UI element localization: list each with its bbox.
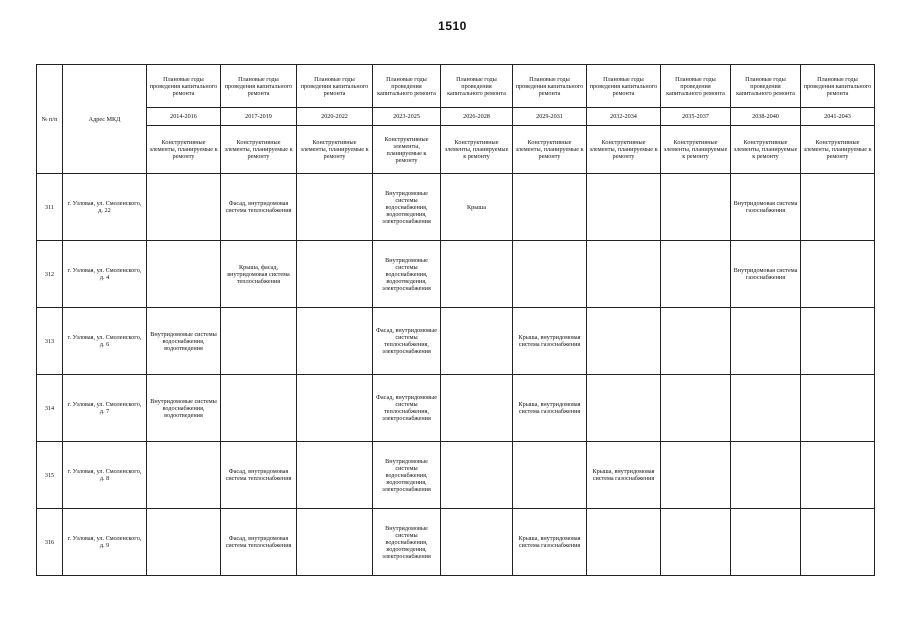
- table-row: [37, 241, 875, 308]
- row-cell: [801, 442, 875, 509]
- row-cell: [661, 241, 731, 308]
- row-number: 313: [37, 308, 63, 375]
- row-cell: Внутридомовые системы водоснабжения, водоотведения, электроснабжения: [373, 442, 441, 509]
- row-cell: [661, 509, 731, 576]
- header-planned-years: Плановые годы проведения капитального ремонта: [147, 65, 221, 108]
- row-cell: Фасад, внутридомовые системы теплоснабжения, электроснабжения: [373, 375, 441, 442]
- row-cell: [221, 308, 297, 375]
- row-cell: [587, 509, 661, 576]
- header-planned-years: Плановые годы проведения капитального ремонта: [221, 65, 297, 108]
- row-cell: [441, 509, 513, 576]
- row-cell: Внутридомовая система газоснабжения: [731, 174, 801, 241]
- header-period: 2023-2025: [373, 108, 441, 126]
- header-planned-years: Плановые годы проведения капитального ремонта: [731, 65, 801, 108]
- header-planned-years: Плановые годы проведения капитального ремонта: [801, 65, 875, 108]
- header-address: Адрес МКД: [63, 65, 147, 174]
- header-period: 2032-2034: [587, 108, 661, 126]
- row-cell: [661, 375, 731, 442]
- row-cell: [297, 241, 373, 308]
- row-cell: [221, 375, 297, 442]
- row-cell: Внутридомовые системы водоснабжения, водоотведения: [147, 375, 221, 442]
- row-number: 312: [37, 241, 63, 308]
- header-elements: Конструктивные элементы, планируемые к ремонту: [801, 126, 875, 174]
- row-cell: [731, 442, 801, 509]
- row-cell: [441, 308, 513, 375]
- row-cell: [147, 509, 221, 576]
- row-cell: [147, 241, 221, 308]
- header-elements: Конструктивные элементы, планируемые к ремонту: [221, 126, 297, 174]
- row-number: 314: [37, 375, 63, 442]
- row-cell: [801, 509, 875, 576]
- row-cell: [587, 308, 661, 375]
- header-planned-years: Плановые годы проведения капитального ремонта: [373, 65, 441, 108]
- header-elements: Конструктивные элементы, планируемые к ремонту: [441, 126, 513, 174]
- row-cell: Крыша, внутридомовая система газоснабжения: [587, 442, 661, 509]
- row-cell: Внутридомовые системы водоснабжения, водоотведения: [147, 308, 221, 375]
- row-cell: [441, 241, 513, 308]
- header-planned-years: Плановые годы проведения капитального ремонта: [441, 65, 513, 108]
- row-cell: [801, 174, 875, 241]
- row-cell: [147, 174, 221, 241]
- header-period: 2029-2031: [513, 108, 587, 126]
- header-elements: Конструктивные элементы, планируемые к ремонту: [587, 126, 661, 174]
- row-number: 315: [37, 442, 63, 509]
- row-cell: Внутридомовые системы водоснабжения, водоотведения, электроснабжения: [373, 241, 441, 308]
- row-cell: [297, 442, 373, 509]
- table-row: [37, 442, 875, 509]
- header-planned-years: Плановые годы проведения капитального ремонта: [661, 65, 731, 108]
- header-elements: Конструктивные элементы, планируемые к ремонту: [513, 126, 587, 174]
- page-number: 1510: [438, 19, 467, 33]
- row-cell: [297, 375, 373, 442]
- row-cell: [587, 375, 661, 442]
- table-row: [37, 308, 875, 375]
- row-address: г. Узловая, ул. Смоленского, д. 4: [63, 241, 147, 308]
- header-period: 2017-2019: [221, 108, 297, 126]
- row-cell: [661, 442, 731, 509]
- row-address: г. Узловая, ул. Смоленского, д. 9: [63, 509, 147, 576]
- header-period: 2014-2016: [147, 108, 221, 126]
- row-cell: [731, 509, 801, 576]
- row-cell: Крыша: [441, 174, 513, 241]
- header-planned-years: Плановые годы проведения капитального ремонта: [513, 65, 587, 108]
- row-address: г. Узловая, ул. Смоленского, д. 7: [63, 375, 147, 442]
- row-cell: [801, 241, 875, 308]
- row-number: 311: [37, 174, 63, 241]
- header-elements: Конструктивные элементы, планируемые к ремонту: [373, 126, 441, 174]
- row-address: г. Узловая, ул. Смоленского, д. 8: [63, 442, 147, 509]
- row-cell: [297, 509, 373, 576]
- row-cell: Крыша, фасад, внутридомовая система теплоснабжения: [221, 241, 297, 308]
- row-cell: Фасад, внутридомовая система теплоснабжения: [221, 509, 297, 576]
- header-planned-years: Плановые годы проведения капитального ремонта: [297, 65, 373, 108]
- table-row: [37, 375, 875, 442]
- row-cell: [513, 174, 587, 241]
- row-address: г. Узловая, ул. Смоленского, д. 6: [63, 308, 147, 375]
- table-row: [37, 509, 875, 576]
- row-cell: Крыша, внутридомовая система газоснабжения: [513, 509, 587, 576]
- row-cell: [661, 174, 731, 241]
- repair-schedule-table: [36, 64, 875, 576]
- row-cell: [587, 174, 661, 241]
- row-cell: Внутридомовые системы водоснабжения, водоотведения, электроснабжения: [373, 509, 441, 576]
- row-cell: [513, 241, 587, 308]
- header-num: № п/п: [37, 65, 63, 174]
- header-period: 2026-2028: [441, 108, 513, 126]
- row-cell: Внутридомовая система газоснабжения: [731, 241, 801, 308]
- row-cell: [801, 375, 875, 442]
- row-cell: [441, 442, 513, 509]
- row-cell: [147, 442, 221, 509]
- header-planned-years: Плановые годы проведения капитального ремонта: [587, 65, 661, 108]
- row-cell: [731, 308, 801, 375]
- row-number: 316: [37, 509, 63, 576]
- row-cell: [513, 442, 587, 509]
- header-elements: Конструктивные элементы, планируемые к ремонту: [297, 126, 373, 174]
- row-cell: Фасад, внутридомовая система теплоснабжения: [221, 442, 297, 509]
- row-cell: Крыша, внутридомовая система газоснабжения: [513, 308, 587, 375]
- row-cell: Внутридомовые системы водоснабжения, водоотведения, электроснабжения: [373, 174, 441, 241]
- header-period: 2038-2040: [731, 108, 801, 126]
- row-cell: [587, 241, 661, 308]
- header-elements: Конструктивные элементы, планируемые к ремонту: [731, 126, 801, 174]
- header-elements: Конструктивные элементы, планируемые к ремонту: [147, 126, 221, 174]
- header-period: 2041-2043: [801, 108, 875, 126]
- row-cell: [661, 308, 731, 375]
- table-row: [37, 174, 875, 241]
- row-cell: Фасад, внутридомовые системы теплоснабжения, электроснабжения: [373, 308, 441, 375]
- row-cell: Фасад, внутридомовая система теплоснабжения: [221, 174, 297, 241]
- header-period: 2035-2037: [661, 108, 731, 126]
- row-cell: [441, 375, 513, 442]
- row-address: г. Узловая, ул. Смоленского, д. 22: [63, 174, 147, 241]
- header-period: 2020-2022: [297, 108, 373, 126]
- row-cell: [731, 375, 801, 442]
- header-elements: Конструктивные элементы, планируемые к ремонту: [661, 126, 731, 174]
- row-cell: [297, 308, 373, 375]
- row-cell: [801, 308, 875, 375]
- row-cell: Крыша, внутридомовая система газоснабжения: [513, 375, 587, 442]
- row-cell: [297, 174, 373, 241]
